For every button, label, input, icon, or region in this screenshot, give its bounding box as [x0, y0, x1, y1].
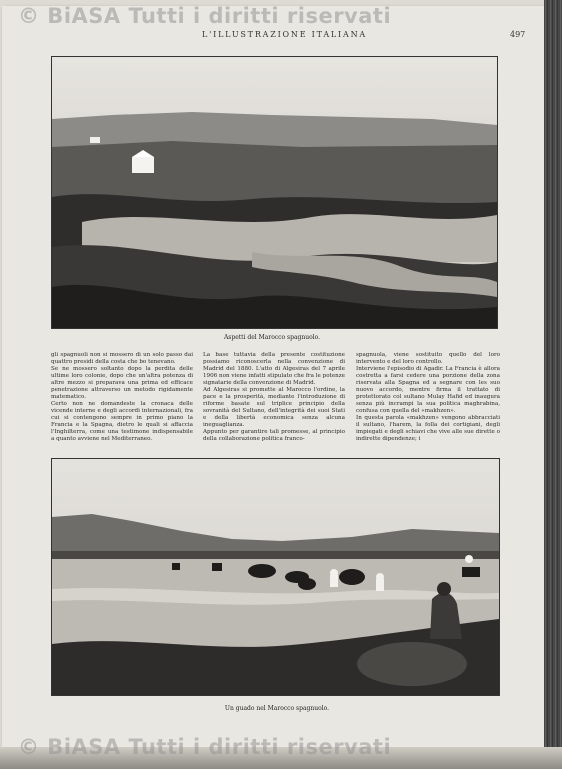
landscape-photo-image — [52, 57, 497, 328]
bottom-photo-caption: Un guado nel Marocco spagnuolo. — [224, 705, 330, 712]
text-column-2: La base tuttavia della presente costituzione possiamo riconoscerla nella convenzione di Madrid del 1880. L'atto di Algesiras del 7 aprile 1906 non viene infatti stipulato che fra le potenze signatarie della convenzione di Madrid. Ad Algesiras si promette al Marocco l'ordine, la pace e la prosperità, mediante l'introduzione di riforme basate sul triplice principio della sovranità del Sultano, dell'integrità dei suoi Stati e della libertà economica senza alcuna ineguaglianza. Appunto per garantire tali promesse, al principio della collaborazione politica franco- — [203, 352, 345, 442]
text-column-3: spagnuola, viene sostituito quello del loro intervento e del loro controllo. Interviene l'episodio di Agadir. La Francia è allora costretta a farsi cedere una porzione della zona riservata alla Spagna ed a segnare con les suo nuovo accordo, mentre firma il trattato di protettorato col sultano Mulay Hafid ed inaugura senza più incrampi la sua politica maghrabina, confusa con quella del «makhzen». In questa parola «makhzen» vengono abbracciati il sultano, l'harem, la folla dei cortigiani, degli impiegati e degli schiavi che vive alle sue dirette o indirette dipendenze; i — [356, 352, 500, 442]
landscape-photo — [51, 56, 498, 329]
page-number: 497 — [510, 30, 526, 39]
river-ford-photo — [51, 458, 500, 696]
copyright-watermark-top: © BiASA Tutti i diritti riservati — [18, 4, 392, 28]
river-ford-photo-image — [52, 459, 499, 695]
magazine-page — [2, 6, 544, 750]
top-photo-caption: Aspetti del Marocco spagnuolo. — [223, 334, 321, 341]
text-column-1: gli spagnuoli non si mossero di un solo passo dai quattro presidi della costa che bo tenevano. Se ne mossero soltanto dopo la perdita delle ultime loro colonie, dopo che un'altra potenza di altre mezzo si preparava una prima ed efficace penetrazione attraverso un metodo rigidamente matematico. Certo non ne domandeste la cronaca delle vicende interne e degli accordi internazionali, fra cui si contengono sempre in primo piano la Francia e la Spagna, dietro le quali si affaccia l'Inghilterra, come una testimone indispensabile a quanto avviene nel Mediterraneo. — [51, 352, 193, 442]
book-page-edges — [544, 0, 562, 769]
copyright-watermark-bottom: © BiASA Tutti i diritti riservati — [18, 735, 392, 759]
running-title: L'ILLUSTRAZIONE ITALIANA — [202, 30, 367, 39]
